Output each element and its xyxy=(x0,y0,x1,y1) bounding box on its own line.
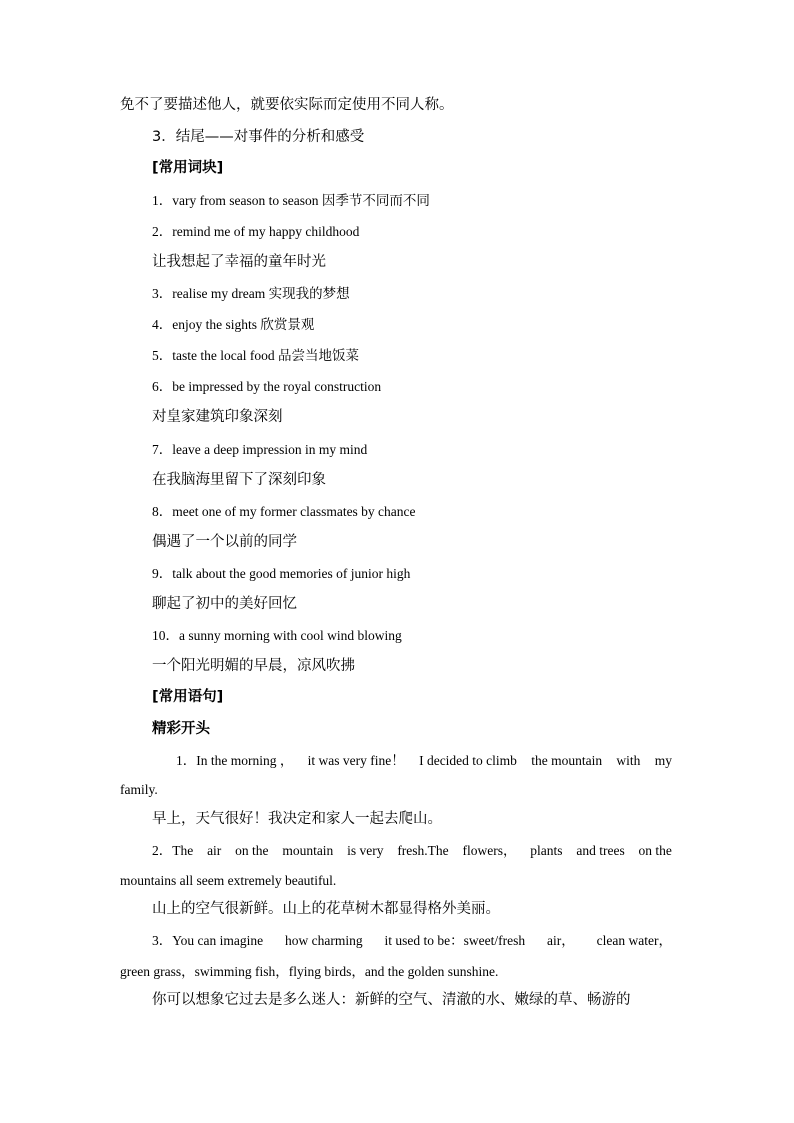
sentence-line: green grass，swimming fish，flying birds，and the golden sunshine. xyxy=(120,964,499,979)
word-group: on the xyxy=(638,843,672,858)
phrase-item: 9．talk about the good memories of junior high xyxy=(152,566,411,581)
phrase-item: 2．remind me of my happy childhood xyxy=(152,224,360,239)
word-group: it used to be：sweet/fresh xyxy=(384,933,526,948)
word-group: fresh.The xyxy=(397,843,449,858)
word-group: 1．In the morning ， xyxy=(176,753,294,768)
section-heading: 3．结尾——对事件的分析和感受 xyxy=(152,129,365,145)
word-group: plants xyxy=(530,843,563,858)
phrase-item: 8．meet one of my former classmates by chance xyxy=(152,504,416,519)
section-label: [常用词块] xyxy=(152,160,224,176)
phrase-item: 7．leave a deep impression in my mind xyxy=(152,442,368,457)
sentence-line: family. xyxy=(120,782,158,797)
word-group: how charming xyxy=(285,933,363,948)
word-group: is very xyxy=(347,843,384,858)
phrase-translation: 一个阳光明媚的早晨，凉风吹拂 xyxy=(152,658,355,674)
text-line: 免不了要描述他人，就要依实际而定使用不同人称。 xyxy=(120,97,454,113)
word-group: 3．You can imagine xyxy=(152,933,264,948)
sentence-line-justified xyxy=(152,844,672,858)
sentence-line: mountains all seem extremely beautiful. xyxy=(120,873,337,888)
phrase-translation: 在我脑海里留下了深刻印象 xyxy=(152,472,326,488)
word-group: 2．The xyxy=(152,843,194,858)
phrase-translation: 聊起了初中的美好回忆 xyxy=(152,596,297,612)
phrase-translation: 让我想起了幸福的童年时光 xyxy=(152,254,326,270)
phrase-item: 6．be impressed by the royal construction xyxy=(152,379,382,394)
sentence-line-justified xyxy=(176,754,672,768)
sentence-translation: 你可以想象它过去是多么迷人：新鲜的空气、清澈的水、嫩绿的草、畅游的 xyxy=(152,992,631,1008)
word-group: air xyxy=(207,843,222,858)
phrase-item: 10．a sunny morning with cool wind blowing xyxy=(152,628,402,643)
word-group: my xyxy=(654,753,672,768)
subsection-label: 精彩开头 xyxy=(152,721,210,737)
sentence-translation: 早上，天气很好！我决定和家人一起去爬山。 xyxy=(152,811,442,827)
sentence-translation: 山上的空气很新鲜。山上的花草树木都显得格外美丽。 xyxy=(152,901,500,917)
word-group: and trees xyxy=(576,843,625,858)
phrase-item: 1．vary from season to season 因季节不同而不同 xyxy=(152,193,430,208)
phrase-translation: 偶遇了一个以前的同学 xyxy=(152,534,297,550)
word-group: clean water， xyxy=(596,933,672,948)
phrase-translation: 对皇家建筑印象深刻 xyxy=(152,409,283,425)
sentence-line-justified xyxy=(152,934,672,948)
word-group: air， xyxy=(547,933,575,948)
word-group: the mountain xyxy=(531,753,603,768)
word-group: it was very fine！ xyxy=(307,753,405,768)
word-group: with xyxy=(616,753,641,768)
word-group: on the xyxy=(235,843,269,858)
word-group: I decided to climb xyxy=(419,753,517,768)
word-group: mountain xyxy=(282,843,334,858)
phrase-item: 4．enjoy the sights 欣赏景观 xyxy=(152,317,315,332)
section-label: [常用语句] xyxy=(152,689,224,705)
phrase-item: 5．taste the local food 品尝当地饭菜 xyxy=(152,348,359,363)
word-group: flowers， xyxy=(462,843,517,858)
phrase-item: 3．realise my dream 实现我的梦想 xyxy=(152,286,350,301)
